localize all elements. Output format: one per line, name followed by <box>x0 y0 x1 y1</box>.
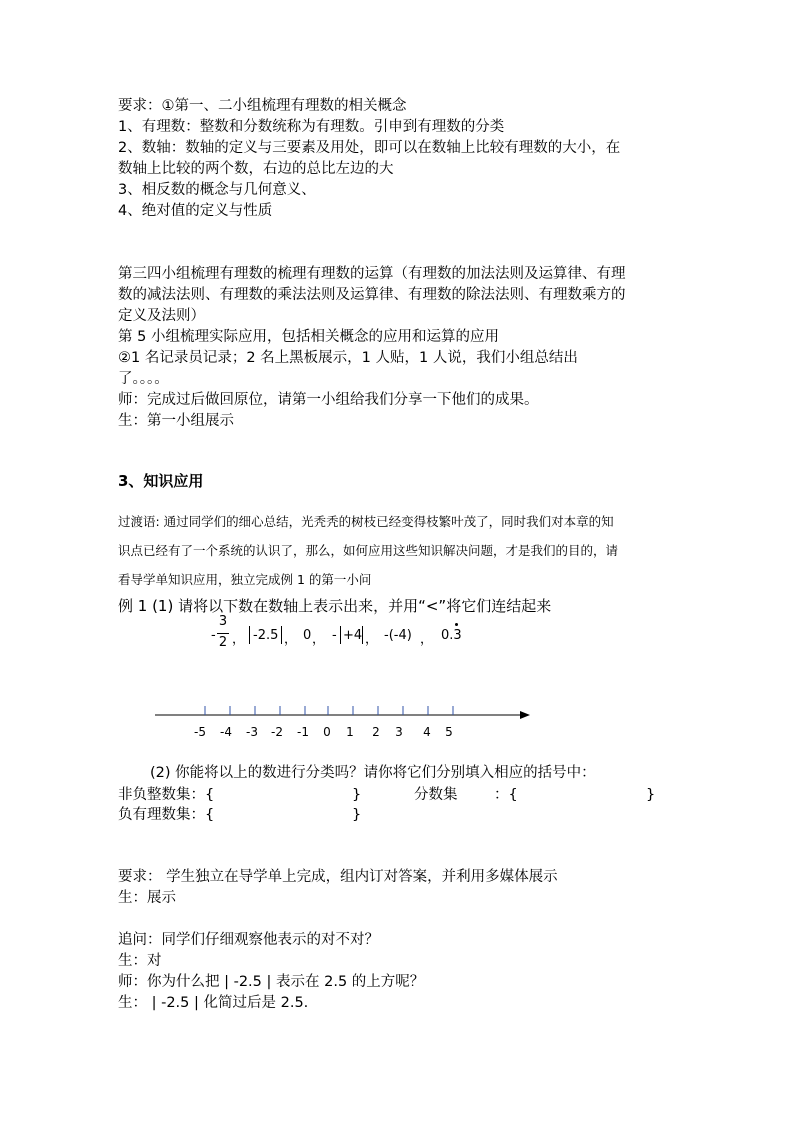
text-line: 第 5 小组梳理实际应用，包括相关概念的应用和运算的应用 <box>118 329 499 345</box>
zero-value: 0 <box>303 628 312 643</box>
fraction-denominator: 2 <box>218 635 228 650</box>
text-line: 数轴上比较的两个数，右边的总比左边的大 <box>118 161 394 177</box>
text-line: 2、数轴：数轴的定义与三要素及用处，即可以在数轴上比较有理数的大小，在 <box>118 140 621 156</box>
text-line: 过渡语: 通过同学们的细心总结，光秃秃的树枝已经变得枝繁叶茂了，同时我们对本章的知 <box>118 514 614 529</box>
text-line: ②1 名记录员记录；2 名上黑板展示，1 人贴，1 人说，我们小组总结出 <box>118 350 578 366</box>
axis-tick-label: -2 <box>271 725 283 739</box>
tick-label-group <box>194 725 453 739</box>
brace-open: ：{ <box>494 787 518 803</box>
brace-close: } <box>352 787 362 803</box>
comma: ， <box>232 632 246 647</box>
text-line: 1、有理数：整数和分数统称为有理数。引申到有理数的分类 <box>118 119 505 135</box>
text-line: 生： | -2.5 | 化简过后是 2.5. <box>118 995 309 1011</box>
abs-value: +4 <box>343 628 363 643</box>
axis-tick-label: -3 <box>246 725 258 739</box>
text-line: 数的减法法则、有理数的乘法法则及运算律、有理数的除法法则、有理数乘方的 <box>118 287 626 303</box>
axis-tick-label: -5 <box>194 725 206 739</box>
text-line: 4、绝对值的定义与性质 <box>118 203 273 219</box>
axis-tick-label: 3 <box>395 725 403 739</box>
fraction-set-label: 分数集 <box>414 787 458 803</box>
axis-tick-label: 5 <box>445 725 453 739</box>
text-line: 看导学单知识应用，独立完成例 1 的第一小问 <box>118 572 372 587</box>
tick-group <box>205 706 453 715</box>
text-line: 师：完成过后做回原位，请第一小组给我们分享一下他们的成果。 <box>118 392 539 408</box>
nonnegative-integer-blank[interactable] <box>222 785 352 805</box>
brace-close: } <box>646 787 656 803</box>
negative-rational-blank[interactable] <box>222 805 352 825</box>
text-line: 第三四小组梳理有理数的梳理有理数的运算（有理数的加法法则及运算律、有理 <box>118 266 626 282</box>
comma: ， <box>312 632 326 647</box>
comma: ， <box>284 632 298 647</box>
text-line: 要求：①第一、二小组梳理有理数的相关概念 <box>118 98 407 114</box>
text-line: 生：第一小组展示 <box>118 413 234 429</box>
axis-tick-label: 1 <box>346 725 354 739</box>
negative-sign: - <box>332 628 337 643</box>
text-line: 师：你为什么把 | -2.5 | 表示在 2.5 的上方呢？ <box>118 974 425 990</box>
text-line: 识点已经有了一个系统的认识了，那么，如何应用这些知识解决问题，才是我们的目的，请 <box>118 543 619 558</box>
fraction-sign: - <box>211 628 216 643</box>
axis-tick-label: 0 <box>323 725 331 739</box>
axis-arrow <box>520 711 530 719</box>
axis-tick-label: 4 <box>423 725 431 739</box>
repeating-decimal: 0.3 <box>441 628 462 643</box>
text-line: 生：展示 <box>118 890 176 906</box>
brace-close: } <box>352 807 362 823</box>
comma: ， <box>365 632 379 647</box>
negative-parenthesis-value: -(-4) <box>384 628 412 643</box>
comma: ， <box>420 632 434 647</box>
text-line: 定义及法则） <box>118 308 205 324</box>
text-line: 了。。。。 <box>118 371 169 387</box>
negative-rational-label: 负有理数集：{ <box>118 807 215 823</box>
fraction-set-blank[interactable] <box>520 785 645 805</box>
text-line: 要求： 学生独立在导学单上完成，组内订对答案，并利用多媒体展示 <box>118 869 558 885</box>
fraction-numerator: 3 <box>218 614 228 629</box>
example-title: 例 1 (1) 请将以下数在数轴上表示出来，并用“<”将它们连结起来 <box>118 597 552 615</box>
text-line: 生：对 <box>118 953 162 969</box>
section-heading: 3、知识应用 <box>118 472 204 490</box>
axis-tick-label: -4 <box>220 725 232 739</box>
nonnegative-integer-label: 非负整数集：{ <box>118 787 215 803</box>
classification-prompt: (2) 你能将以上的数进行分类吗？请你将它们分别填入相应的括号中： <box>150 765 596 781</box>
axis-tick-label: 2 <box>372 725 380 739</box>
text-line: 3、相反数的概念与几何意义、 <box>118 182 316 198</box>
text-line: 追问：同学们仔细观察他表示的对不对？ <box>118 932 379 948</box>
abs-value: -2.5 <box>253 628 279 643</box>
axis-tick-label: -1 <box>297 725 309 739</box>
